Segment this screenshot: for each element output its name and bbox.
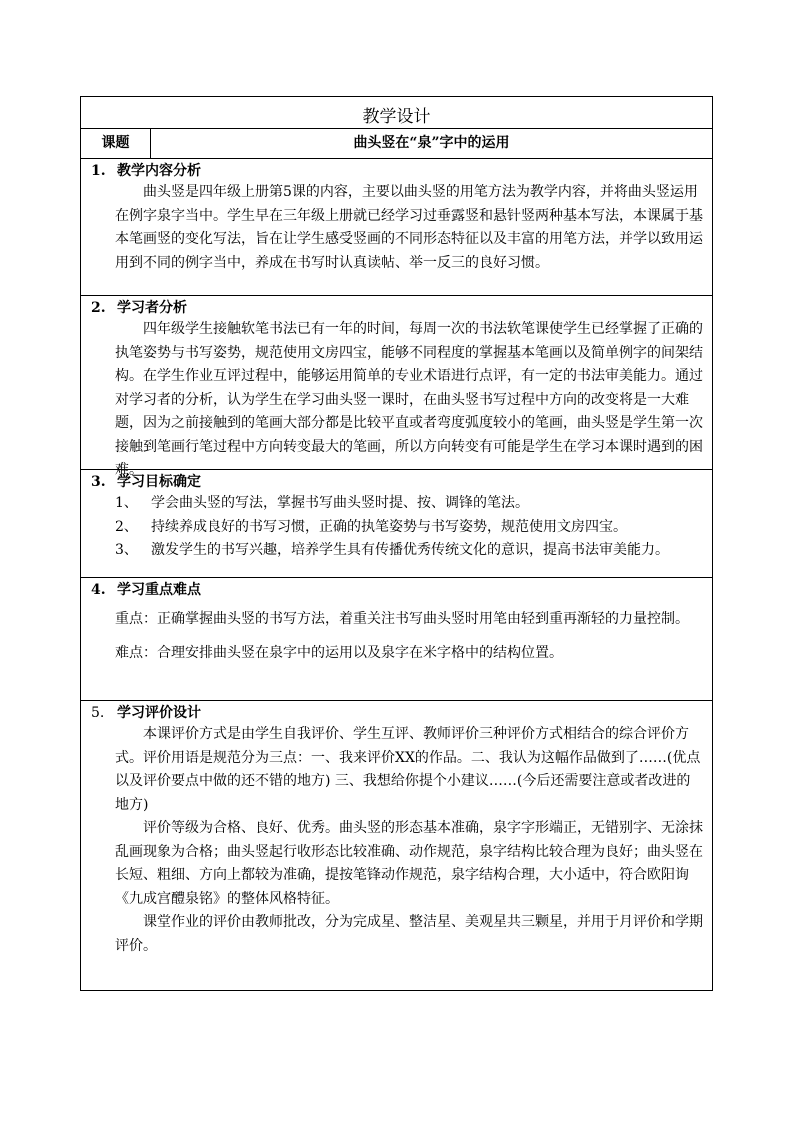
objective-list <box>115 492 704 563</box>
section-title: 学习者分析 <box>117 300 187 316</box>
section-paragraph: 本课评价方式是由学生自我评价、学生互评、教师评价三种评价方式相结合的综合评价方式。评价用语是规范分为三点：一、我来评价XX的作品。二、我认为这幅作品做到了……(优点以及评价要点中做的还不错的地方) 三、我想给你提个小建议……(今后还需要注意或者改进的地方) <box>115 726 701 813</box>
list-text: 激发学生的书写兴趣，培养学生具有传播优秀传统文化的意识，提高书法审美能力。 <box>151 542 669 558</box>
difficult-point-text: 难点：合理安排曲头竖在泉字中的运用以及泉字在米字格中的结构位置。 <box>115 645 563 661</box>
section-number: 3. <box>91 474 106 490</box>
section-heading <box>89 473 704 492</box>
section-key-difficult-points <box>81 578 712 701</box>
section-paragraph: 课堂作业的评价由教师批改，分为完成星、整洁星、美观星共三颗星，并用于月评价和学期评价。 <box>115 914 703 954</box>
title-row <box>81 97 712 129</box>
section-number: 4. <box>91 582 106 598</box>
list-text: 学会曲头竖的写法，掌握书写曲头竖时提、按、调锋的笔法。 <box>151 495 529 511</box>
topic-label: 课题 <box>81 129 151 158</box>
section-number: 5. <box>91 705 105 721</box>
section-title: 学习评价设计 <box>117 705 201 721</box>
section-heading <box>89 162 704 181</box>
section-number: 2. <box>91 300 106 316</box>
section-heading <box>89 299 704 318</box>
section-heading <box>89 581 704 600</box>
list-item <box>115 492 704 516</box>
list-text: 持续养成良好的书写习惯，正确的执笔姿势与书写姿势，规范使用文房四宝。 <box>151 518 627 535</box>
section-title: 学习目标确定 <box>117 474 201 490</box>
section-paragraph: 四年级学生接触软笔书法已有一年的时间，每周一次的书法软笔课使学生已经掌握了正确的执笔姿势与书写姿势，规范使用文房四宝，能够不同程度的掌握基本笔画以及简单例字的间架结构。在学生作业互评过程中，能够运用简单的专业术语进行点评，有一定的书法审美能力。通过对学习者的分析，认为学生在学习曲头竖一课时，在曲头竖书写过程中方向的改变将是一大难题，因为之前接触到的笔画大部分都是比较平直或者弯度弧度较小的笔画，曲头竖是学生第一次接触到笔画行笔过程中方向转变最大的笔画，所以方向转变有可能是学生在学习本课时遇到的困难。 <box>115 321 703 478</box>
section-title: 学习重点难点 <box>117 582 201 598</box>
lesson-plan-table <box>80 96 713 991</box>
section-paragraph: 评价等级为合格、良好、优秀。曲头竖的形态基本准确，泉字字形端正，无错别字、无涂抹乱画现象为合格；曲头竖起行收形态比较准确、动作规范，泉字结构比较合理为良好；曲头竖在长短、粗细、方向上都较为准确，提按笔锋动作规范，泉字结构合理，大小适中，符合欧阳询《九成宫醴泉铭》的整体风格特征。 <box>115 820 703 907</box>
section-assessment-design <box>81 701 712 990</box>
section-learning-objectives <box>81 470 712 578</box>
list-index: 1、 <box>115 495 138 511</box>
list-item <box>115 539 704 563</box>
list-index: 3、 <box>115 542 138 558</box>
section-title: 教学内容分析 <box>117 163 201 179</box>
section-learner-analysis <box>81 296 712 478</box>
topic-row <box>81 129 712 159</box>
section-number: 1. <box>91 163 106 179</box>
topic-title: 曲头竖在“泉”字中的运用 <box>353 135 510 151</box>
document-title: 教学设计 <box>362 107 431 127</box>
section-paragraph: 曲头竖是四年级上册第5课的内容，主要以曲头竖的用笔方法为教学内容，并将曲头竖运用在例字泉字当中。学生早在三年级上册就已经学习过垂露竖和悬针竖两种基本写法，本课属于基本笔画竖的变化写法，旨在让学生感受竖画的不同形态特征以及丰富的用笔方法，并学以致用运用到不同的例字当中，养成在书写时认真读帖、举一反三的良好习惯。 <box>115 184 703 271</box>
list-item <box>115 516 704 540</box>
section-heading <box>89 704 704 723</box>
key-point-text: 重点：正确掌握曲头竖的书写方法，着重关注书写曲头竖时用笔由轻到重再渐轻的力量控制。 <box>115 611 689 627</box>
section-content-analysis <box>81 159 712 296</box>
list-index: 2、 <box>115 518 138 535</box>
